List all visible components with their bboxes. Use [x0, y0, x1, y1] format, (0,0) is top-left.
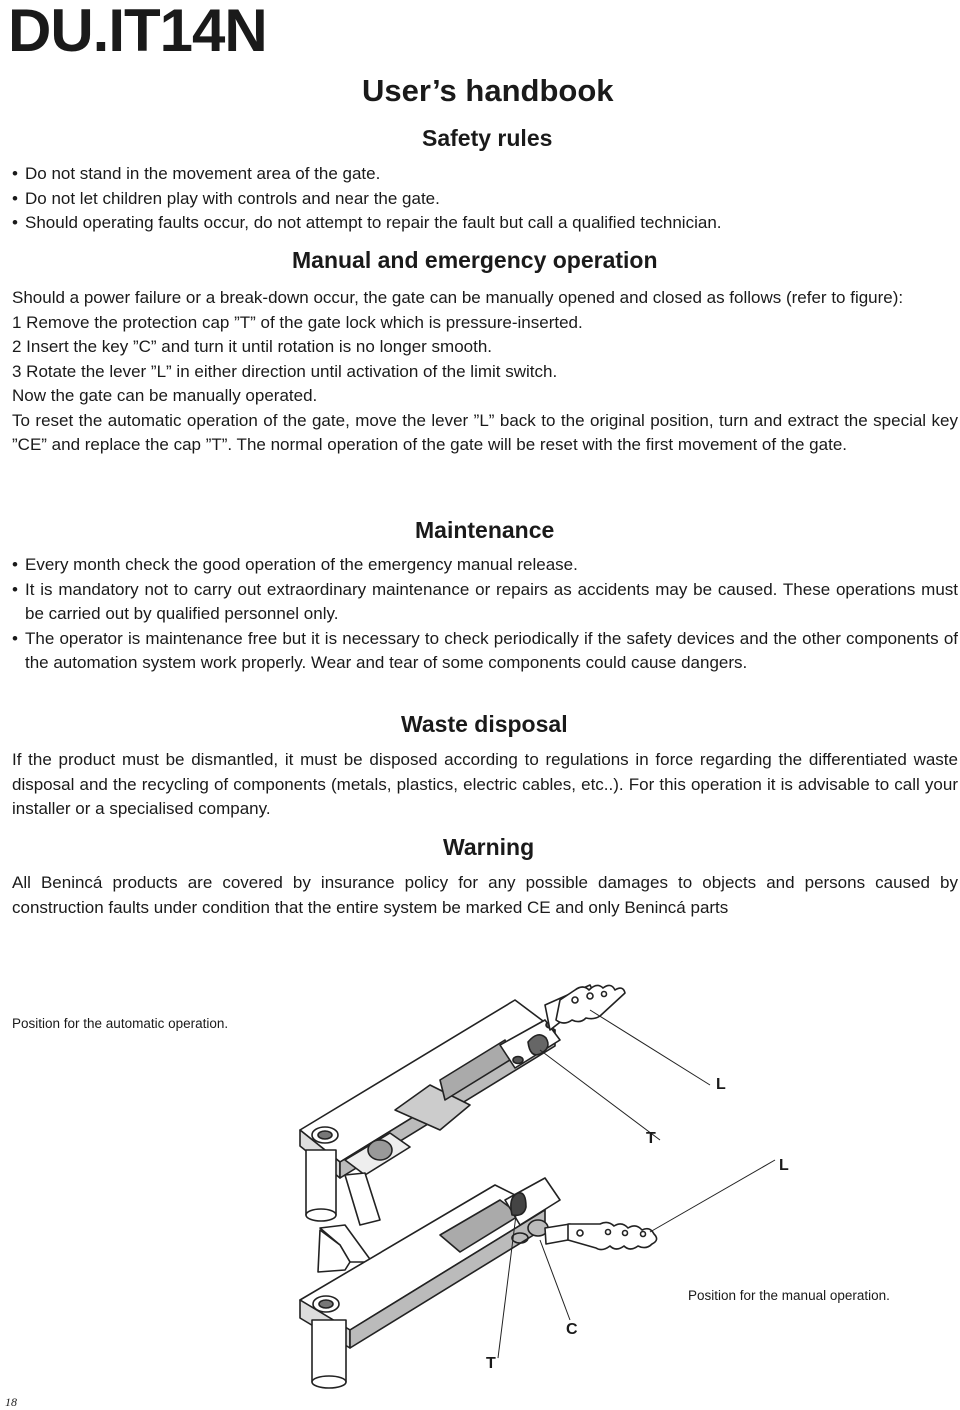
- list-item: • The operator is maintenance free but it is necessary to check periodically if the safety devices and the other components of the automation system work properly. Wear and tear of some components could cause dangers.: [12, 627, 958, 676]
- waste-heading: Waste disposal: [401, 711, 568, 737]
- step-item: 2 Insert the key ”C” and turn it until rotation is no longer smooth.: [12, 337, 493, 356]
- document-title: User’s handbook: [362, 73, 614, 108]
- label-lever-upper: L: [716, 1076, 726, 1093]
- lower-arm-assembly: [300, 1178, 657, 1388]
- step-item: 3 Rotate the lever ”L” in either direction until activation of the limit switch.: [12, 361, 558, 381]
- label-key: C: [566, 1321, 578, 1338]
- upper-arm-assembly: [300, 985, 625, 1225]
- caption-manual: Position for the manual operation.: [688, 1288, 890, 1303]
- page-number: 18: [5, 1395, 17, 1409]
- list-item: • Do not let children play with controls and near the gate.: [12, 187, 958, 212]
- warning-text: All Benincá products are covered by insurance policy for any possible damages to objects and persons caused by construction faults under condition that the entire system be marked CE and only Benincá parts: [12, 873, 958, 917]
- manual-intro: Should a power failure or a break-down occur, the gate can be manually opened and closed as follows (refer to figure):: [12, 288, 904, 307]
- maintenance-heading: Maintenance: [415, 517, 555, 543]
- list-item: • It is mandatory not to carry out extraordinary maintenance or repairs as accidents may be caused. These operations must be carried out by qualified personnel only.: [12, 578, 958, 627]
- list-item: • Every month check the good operation of the emergency manual release.: [12, 553, 958, 578]
- list-item: • Should operating faults occur, do not attempt to repair the fault but call a qualified technician.: [12, 211, 958, 236]
- label-cap-upper: T: [646, 1130, 656, 1147]
- safety-heading: Safety rules: [422, 125, 553, 151]
- waste-text: If the product must be dismantled, it must be disposed according to regulations in force regarding the differentiated waste disposal and the recycling of components (metals, plastics, electric cables, etc..). For this operation it is advisable to call your installer or a specialised company.: [12, 750, 958, 818]
- manual-heading: Manual and emergency operation: [292, 247, 658, 273]
- manual-now: Now the gate can be manually operated.: [12, 386, 318, 405]
- label-cap-lower: T: [486, 1355, 496, 1372]
- label-lever-lower: L: [779, 1157, 789, 1174]
- document-code: DU.IT14N: [8, 0, 267, 64]
- manual-reset: To reset the automatic operation of the gate, move the lever ”L” back to the original position, turn and extract the special key ”CE” and replace the cap ”T”. The normal operation of the gate will be reset with the first movement of the gate.: [12, 410, 958, 454]
- list-item: • Do not stand in the movement area of the gate.: [12, 162, 958, 187]
- caption-automatic: Position for the automatic operation.: [12, 1016, 229, 1031]
- step-item: 1 Remove the protection cap ”T” of the gate lock which is pressure-inserted.: [12, 312, 583, 332]
- warning-heading: Warning: [443, 834, 535, 860]
